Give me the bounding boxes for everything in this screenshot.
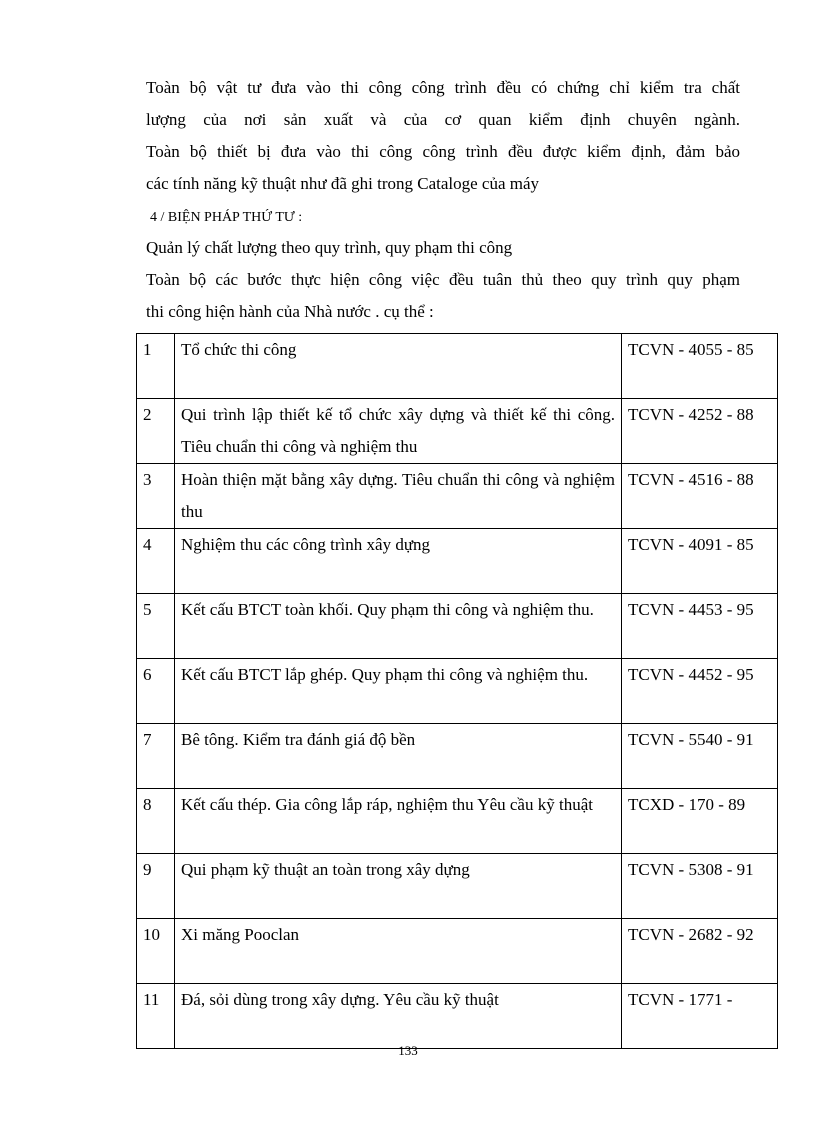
row-number: 2 bbox=[137, 399, 175, 464]
standard-name: Kết cấu thép. Gia công lắp ráp, nghiệm thu Yêu cầu kỹ thuật bbox=[175, 789, 622, 854]
intro-paragraph bbox=[146, 72, 740, 200]
standards-table bbox=[136, 333, 778, 1049]
intro-line-2: lượng của nơi sản xuất và của cơ quan kiểm định chuyên ngành. bbox=[146, 110, 740, 129]
row-number: 7 bbox=[137, 724, 175, 789]
section-subtitle: Quản lý chất lượng theo quy trình, quy phạm thi công bbox=[146, 238, 513, 257]
standard-name: Qui phạm kỹ thuật an toàn trong xây dựng bbox=[175, 854, 622, 919]
row-number: 4 bbox=[137, 529, 175, 594]
section-body-line-2: thi công hiện hành của Nhà nước . cụ thể : bbox=[146, 302, 434, 321]
standard-name: Hoàn thiện mặt bằng xây dựng. Tiêu chuẩn thi công và nghiệm thu bbox=[175, 464, 622, 529]
row-number: 3 bbox=[137, 464, 175, 529]
standard-code: TCXD - 170 - 89 bbox=[622, 789, 778, 854]
standard-name: Nghiệm thu các công trình xây dựng bbox=[175, 529, 622, 594]
table-row bbox=[137, 789, 778, 854]
intro-line-1: Toàn bộ vật tư đưa vào thi công công trình đều có chứng chỉ kiểm tra chất bbox=[146, 78, 740, 97]
standard-code: TCVN - 4453 - 95 bbox=[622, 594, 778, 659]
table-row bbox=[137, 529, 778, 594]
row-number: 5 bbox=[137, 594, 175, 659]
table-row bbox=[137, 919, 778, 984]
row-number: 1 bbox=[137, 334, 175, 399]
standard-code: TCVN - 4091 - 85 bbox=[622, 529, 778, 594]
table-row bbox=[137, 464, 778, 529]
table-row bbox=[137, 659, 778, 724]
standard-name: Tổ chức thi công bbox=[175, 334, 622, 399]
table-row bbox=[137, 399, 778, 464]
row-number: 6 bbox=[137, 659, 175, 724]
table-row bbox=[137, 334, 778, 399]
row-number: 11 bbox=[137, 984, 175, 1049]
standard-name: Bê tông. Kiểm tra đánh giá độ bền bbox=[175, 724, 622, 789]
section-body bbox=[146, 232, 740, 328]
standard-code: TCVN - 5308 - 91 bbox=[622, 854, 778, 919]
intro-line-3: Toàn bộ thiết bị đưa vào thi công công trình đều được kiểm định, đảm bảo bbox=[146, 142, 740, 161]
table-row bbox=[137, 854, 778, 919]
standard-code: TCVN - 4055 - 85 bbox=[622, 334, 778, 399]
standard-name: Kết cấu BTCT toàn khối. Quy phạm thi công và nghiệm thu. bbox=[175, 594, 622, 659]
section-body-line-1: Toàn bộ các bước thực hiện công việc đều tuân thủ theo quy trình quy phạm bbox=[146, 270, 740, 289]
table-row bbox=[137, 594, 778, 659]
standard-name: Kết cấu BTCT lắp ghép. Quy phạm thi công và nghiệm thu. bbox=[175, 659, 622, 724]
standard-code: TCVN - 2682 - 92 bbox=[622, 919, 778, 984]
page-number: 133 bbox=[398, 1043, 418, 1058]
row-number: 10 bbox=[137, 919, 175, 984]
intro-line-4: các tính năng kỹ thuật như đã ghi trong Cataloge của máy bbox=[146, 174, 540, 193]
standard-name: Xi măng Pooclan bbox=[175, 919, 622, 984]
row-number: 8 bbox=[137, 789, 175, 854]
standard-code: TCVN - 5540 - 91 bbox=[622, 724, 778, 789]
standard-code: TCVN - 4516 - 88 bbox=[622, 464, 778, 529]
table-row bbox=[137, 724, 778, 789]
row-number: 9 bbox=[137, 854, 175, 919]
standard-code: TCVN - 4252 - 88 bbox=[622, 399, 778, 464]
standard-code: TCVN - 1771 - bbox=[622, 984, 778, 1049]
standard-name: Qui trình lập thiết kế tổ chức xây dựng và thiết kế thi công. Tiêu chuẩn thi công và nghiệm thu bbox=[175, 399, 622, 464]
standard-name: Đá, sỏi dùng trong xây dựng. Yêu cầu kỹ thuật bbox=[175, 984, 622, 1049]
section-heading: 4 / BIỆN PHÁP THỨ TƯ : bbox=[150, 210, 303, 225]
table-row bbox=[137, 984, 778, 1049]
standard-code: TCVN - 4452 - 95 bbox=[622, 659, 778, 724]
